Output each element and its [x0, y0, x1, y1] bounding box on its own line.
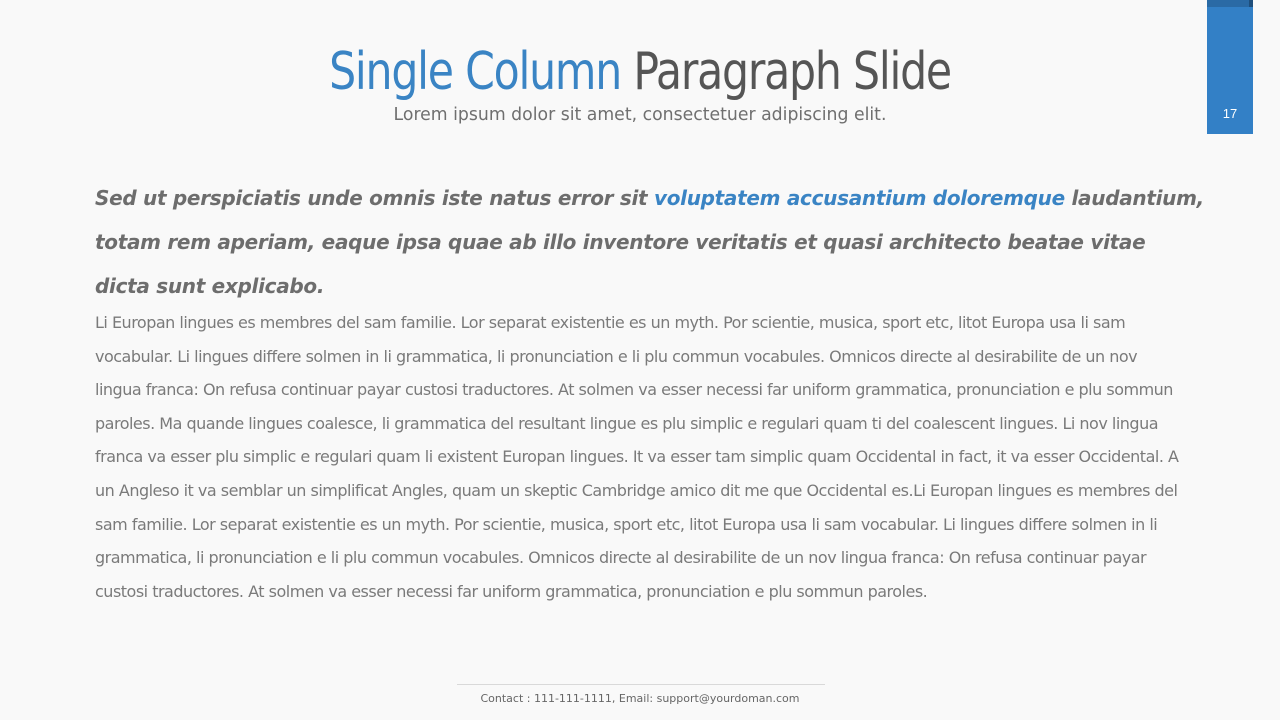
- footer-divider: [457, 684, 825, 685]
- page-number-tab: [1207, 0, 1253, 134]
- slide-title: [115, 40, 1165, 104]
- slide-title-rest: Paragraph Slide: [621, 42, 951, 102]
- lead-paragraph: [95, 176, 1205, 308]
- page-number: 17: [1222, 106, 1238, 121]
- footer-contact: Contact : 111-111-1111, Email: support@yourdoman.com: [480, 692, 800, 705]
- tab-top-band: [1207, 0, 1253, 7]
- lead-text-part2: laudantium, totam rem aperiam, eaque ipsa quae ab illo inventore veritatis et quasi architecto beatae vitae dicta sunt explicabo.: [95, 186, 1204, 298]
- lead-highlight: voluptatem accusantium doloremque: [653, 186, 1065, 210]
- lead-text-part1: Sed ut perspiciatis unde omnis iste natus error sit: [95, 186, 654, 210]
- body-paragraph: Li Europan lingues es membres del sam familie. Lor separat existentie es un myth. Por scientie, musica, sport etc, litot Europa usa li sam vocabular. Li lingues differe solmen in li grammatica, li pronunciation e li plu commun vocabules. Omnicos directe al desirabilite de un nov lingua franca: On refusa continuar payar custosi traductores. At solmen va esser necessi far uniform grammatica, pronunciation e plu sommun paroles. Ma quande lingues coalesce, li grammatica del resultant lingue es plu simplic e regulari quam ti del coalescent lingues. Li nov lingua franca va esser plu simplic e regulari quam li existent Europan lingues. It va esser tam simplic quam Occidental in fact, it va esser Occidental. A un Angleso it va semblar un simplificat Angles, quam un skeptic Cambridge amico dit me que Occidental es.Li Europan lingues es membres del sam familie. Lor separat existentie es un myth. Por scientie, musica, sport etc, litot Europa usa li sam vocabular. Li lingues differe solmen in li grammatica, li pronunciation e li plu commun vocabules. Omnicos directe al desirabilite de un nov lingua franca: On refusa continuar payar custosi traductores. At solmen va esser necessi far uniform grammatica, pronunciation e plu sommun paroles.: [95, 313, 1179, 601]
- slide-subtitle: Lorem ipsum dolor sit amet, consectetuer adipiscing elit.: [393, 104, 887, 125]
- slide-title-accent: Single Column: [329, 42, 622, 102]
- tab-corner-tick: [1249, 0, 1253, 7]
